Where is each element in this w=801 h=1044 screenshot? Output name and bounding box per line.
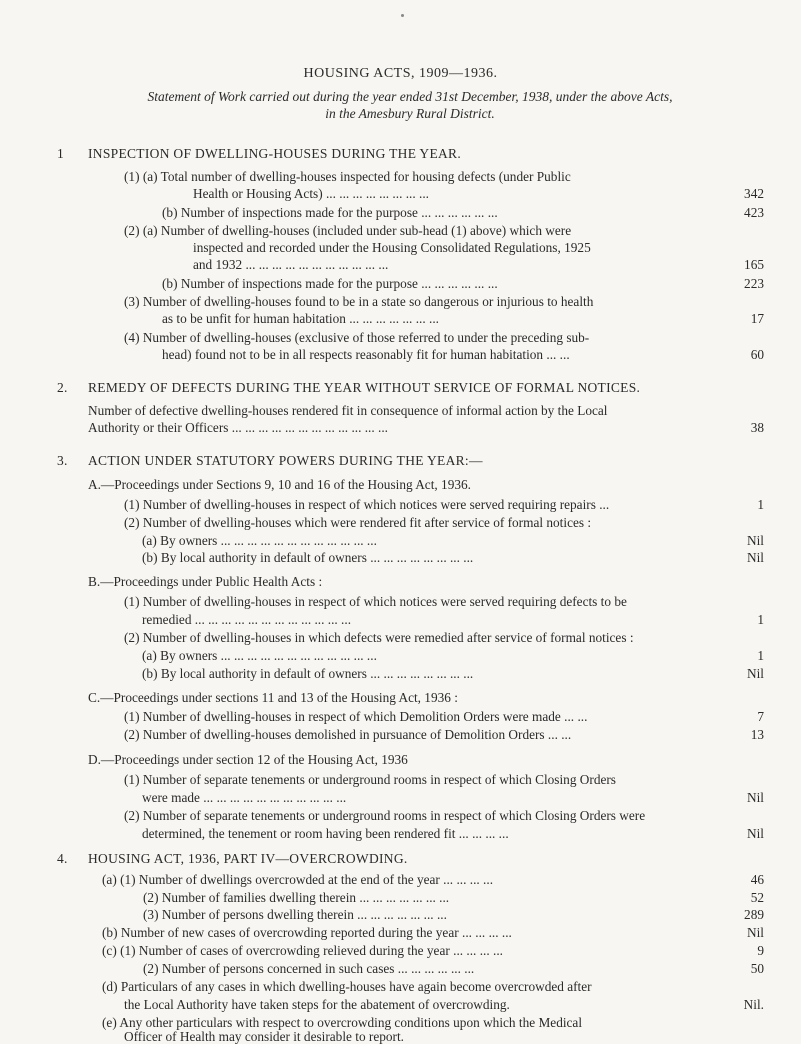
s1-value-5: 17 [750, 311, 764, 326]
s4-value-a1: 46 [750, 872, 764, 887]
s1-row-1b: Health or Housing Acts) ... ... ... ... ... ... ... ... [193, 186, 429, 201]
section-1-heading: INSPECTION OF DWELLING-HOUSES DURING THE YEAR. [88, 146, 462, 161]
s3-b-row-2a: (a) By owners ... ... ... ... ... ... ... ... ... ... ... ... [142, 648, 377, 663]
s1-row-3b: inspected and recorded under the Housing Consolidated Regulations, 1925 [193, 240, 591, 255]
s4-row-b: (b) Number of new cases of overcrowding reported during the year ... ... ... ... [102, 925, 512, 940]
s4-value-d: Nil. [743, 997, 764, 1012]
s3-d-row-2b: determined, the tenement or room having been rendered fit ... ... ... ... [142, 826, 509, 841]
s1-row-3: (2) (a) Number of dwelling-houses (included under sub-head (1) above) which were [124, 223, 572, 238]
section-2-number: 2. [57, 380, 68, 395]
section-2-heading: REMEDY OF DEFECTS DURING THE YEAR WITHOUT SERVICE OF FORMAL NOTICES. [88, 380, 641, 395]
s4-value-c2: 50 [750, 961, 764, 976]
s3-d-row-1: (1) Number of separate tenements or underground rooms in respect of which Closing Orders [124, 772, 616, 787]
s3-b-row-2: (2) Number of dwelling-houses in which defects were remedied after service of formal notices : [124, 630, 634, 645]
s1-row-3c: and 1932 ... ... ... ... ... ... ... ... ... ... ... [193, 257, 389, 272]
s4-row-d: (d) Particulars of any cases in which dwelling-houses have again become overcrowded after [102, 979, 592, 994]
s2-value-1: 38 [750, 420, 764, 435]
page-title: HOUSING ACTS, 1909—1936. [303, 66, 498, 81]
s3-c-heading: C.—Proceedings under sections 11 and 13 of the Housing Act, 1936 : [88, 690, 458, 705]
s1-value-3: 165 [744, 257, 764, 272]
s3-b-row-1: (1) Number of dwelling-houses in respect of which notices were served requiring defects to be [124, 594, 627, 609]
section-3-number: 3. [57, 453, 68, 468]
s3-a-value-2b: Nil [747, 550, 764, 565]
s1-row-5: (3) Number of dwelling-houses found to be in a state so dangerous or injurious to health [124, 294, 594, 309]
s1-row-2: (b) Number of inspections made for the purpose ... ... ... ... ... ... [162, 205, 498, 220]
s4-row-a3: (3) Number of persons dwelling therein ... ... ... ... ... ... ... [143, 907, 447, 922]
s3-a-heading: A.—Proceedings under Sections 9, 10 and 16 of the Housing Act, 1936. [88, 477, 471, 492]
s4-row-c2: (2) Number of persons concerned in such cases ... ... ... ... ... ... [143, 961, 475, 976]
s3-a-row-2b: (b) By local authority in default of owners ... ... ... ... ... ... ... ... [142, 550, 474, 565]
section-4-heading: HOUSING ACT, 1936, PART IV—OVERCROWDING. [88, 851, 408, 866]
s4-value-b: Nil [747, 925, 764, 940]
s3-a-value-2a: Nil [747, 533, 764, 548]
s3-d-row-1b: were made ... ... ... ... ... ... ... ... ... ... ... [142, 790, 347, 805]
subtitle-line-2: in the Amesbury Rural District. [325, 106, 495, 121]
s3-c-value-1: 7 [757, 709, 764, 724]
s3-d-value-1: Nil [747, 790, 764, 805]
s3-b-value-1: 1 [757, 612, 764, 627]
section-3-heading: ACTION UNDER STATUTORY POWERS DURING THE YEAR:— [88, 453, 483, 468]
s4-value-a3: 289 [744, 907, 764, 922]
s3-d-heading: D.—Proceedings under section 12 of the Housing Act, 1936 [88, 752, 408, 767]
s3-a-row-1: (1) Number of dwelling-houses in respect of which notices were served requiring repairs ... [124, 497, 610, 512]
subtitle-line-1: Statement of Work carried out during the year ended 31st December, 1938, under the above Acts, [147, 89, 673, 104]
s4-row-a1: (a) (1) Number of dwellings overcrowded at the end of the year ... ... ... ... [102, 872, 494, 887]
s4-value-a2: 52 [750, 890, 764, 905]
s3-c-row-1: (1) Number of dwelling-houses in respect of which Demolition Orders were made ... ... [124, 709, 588, 724]
s1-row-6: (4) Number of dwelling-houses (exclusive of those referred to under the preceding sub- [124, 330, 590, 345]
s4-row-e: (e) Any other particulars with respect to overcrowding conditions upon which the Medical [102, 1015, 583, 1030]
s3-a-value-1: 1 [757, 497, 764, 512]
s4-value-c1: 9 [757, 943, 764, 958]
s1-value-2: 423 [744, 205, 764, 220]
s3-a-row-2: (2) Number of dwelling-houses which were rendered fit after service of formal notices : [124, 515, 592, 530]
s1-row-5b: as to be unfit for human habitation ... ... ... ... ... ... ... [162, 311, 439, 326]
s1-row-4: (b) Number of inspections made for the purpose ... ... ... ... ... ... [162, 276, 498, 291]
s2-row-1b: Authority or their Officers ... ... ... ... ... ... ... ... ... ... ... ... [88, 420, 389, 435]
s3-d-value-2: Nil [747, 826, 764, 841]
s3-a-row-2a: (a) By owners ... ... ... ... ... ... ... ... ... ... ... ... [142, 533, 377, 548]
s1-row-1: (1) (a) Total number of dwelling-houses inspected for housing defects (under Public [124, 169, 571, 184]
s1-value-1: 342 [744, 186, 764, 201]
s3-b-heading: B.—Proceedings under Public Health Acts : [88, 574, 323, 589]
s3-b-value-2a: 1 [757, 648, 764, 663]
s3-b-value-2b: Nil [747, 666, 764, 681]
s3-b-row-1b: remedied ... ... ... ... ... ... ... ... ... ... ... ... [142, 612, 352, 627]
section-1-number: 1 [57, 146, 65, 161]
s3-c-value-2: 13 [750, 727, 764, 742]
s3-d-row-2: (2) Number of separate tenements or underground rooms in respect of which Closing Orders were [124, 808, 646, 823]
s4-row-d2: the Local Authority have taken steps for the abatement of overcrowding. [124, 997, 510, 1012]
s1-row-6b: head) found not to be in all respects reasonably fit for human habitation ... ... [162, 347, 570, 362]
s4-row-e2: Officer of Health may consider it desirable to report. [124, 1029, 404, 1044]
s3-b-row-2b: (b) By local authority in default of owners ... ... ... ... ... ... ... ... [142, 666, 474, 681]
print-speck [401, 14, 404, 17]
s2-row-1: Number of defective dwelling-houses rendered fit in consequence of informal action by the Local [88, 403, 608, 418]
section-4-number: 4. [57, 851, 68, 866]
s4-row-a2: (2) Number of families dwelling therein ... ... ... ... ... ... ... [143, 890, 450, 905]
page-subtitle [60, 88, 760, 122]
s4-row-c1: (c) (1) Number of cases of overcrowding relieved during the year ... ... ... ... [102, 943, 503, 958]
s3-c-row-2: (2) Number of dwelling-houses demolished in pursuance of Demolition Orders ... ... [124, 727, 572, 742]
s1-value-6: 60 [750, 347, 764, 362]
s1-value-4: 223 [744, 276, 764, 291]
